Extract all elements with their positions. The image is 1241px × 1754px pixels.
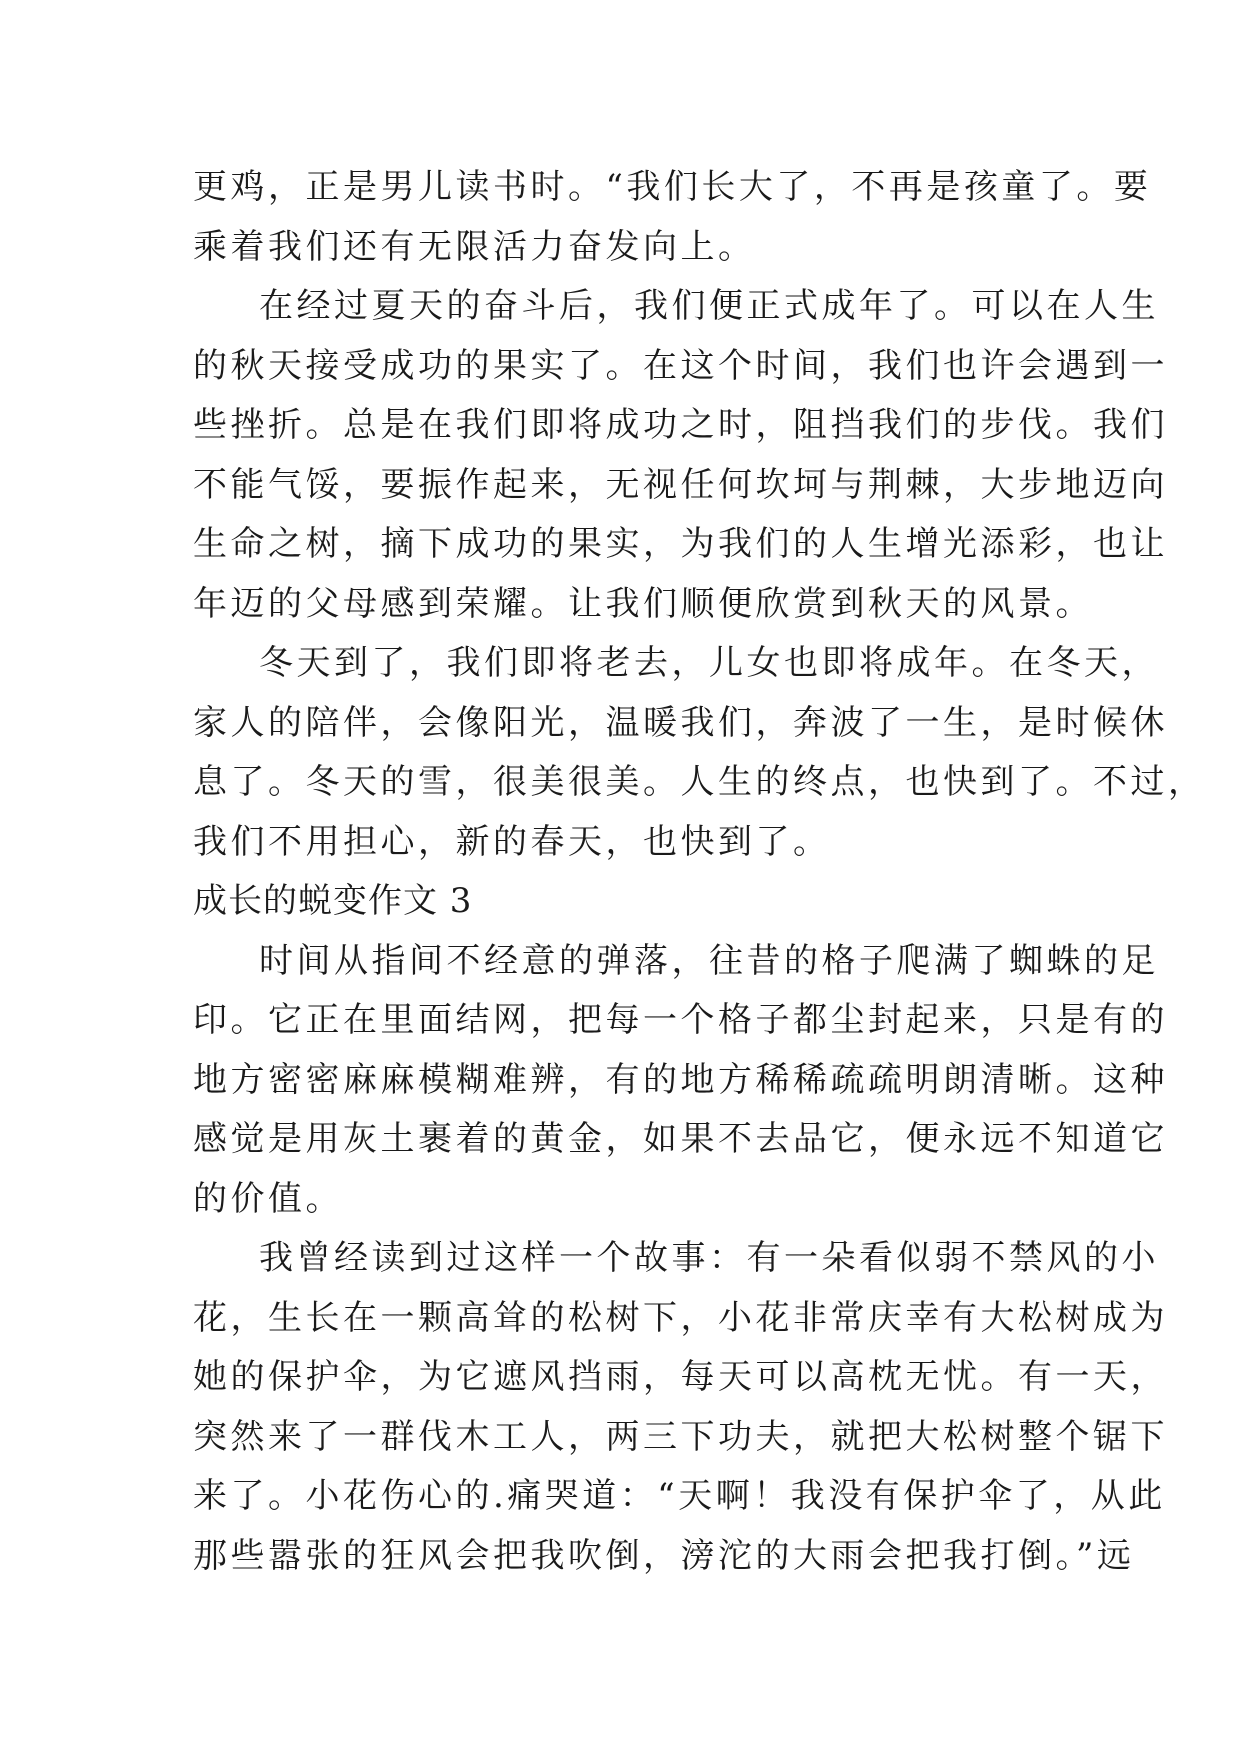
section-heading — [193, 872, 1053, 932]
text-line: 她的保护伞，为它遮风挡雨，每天可以高枕无忧。有一天， — [193, 1357, 1168, 1397]
text-line: 我们不用担心，新的春天，也快到了。 — [193, 821, 831, 862]
text-line: 冬天到了，我们即将老去，儿女也即将成年。在冬天， — [259, 643, 1159, 683]
text-line: 在经过夏天的奋斗后，我们便正式成年了。可以在人生 — [259, 286, 1159, 326]
text-line: 花，生长在一颗高耸的松树下，小花非常庆幸有大松树成为 — [193, 1297, 1168, 1338]
text-line: 息了。冬天的雪，很美很美。人生的终点，也快到了。不过， — [193, 762, 1206, 802]
heading-line: 成长的蜕变作文 3 — [193, 881, 473, 921]
text-line: 些挫折。总是在我们即将成功之时，阻挡我们的步伐。我们 — [193, 405, 1168, 445]
text-line: 突然来了一群伐木工人，两三下功夫，就把大松树整个锯下 — [193, 1416, 1168, 1457]
text-line: 的秋天接受成功的果实了。在这个时间，我们也许会遇到一 — [193, 345, 1168, 386]
text-line: 我曾经读到过这样一个故事：有一朵看似弱不禁风的小 — [259, 1238, 1159, 1278]
text-line: 不能气馁，要振作起来，无视任何坎坷与荆棘，大步地迈向 — [193, 464, 1168, 505]
text-line: 那些嚣张的狂风会把我吹倒，滂沱的大雨会把我打倒。”远 — [193, 1535, 1135, 1576]
paragraph — [193, 634, 1206, 872]
text-line: 时间从指间不经意的弹落，往昔的格子爬满了蜘蛛的足 — [259, 940, 1159, 981]
text-line: 的价值。 — [193, 1178, 343, 1219]
text-line: 来了。小花伤心的.痛哭道：“天啊！我没有保护伞了，从此 — [193, 1476, 1166, 1516]
text-line: 更鸡，正是男儿读书时。“我们长大了，不再是孩童了。要 — [193, 167, 1152, 207]
paragraph — [193, 1229, 1168, 1586]
text-line: 感觉是用灰土裹着的黄金，如果不去品它，便永远不知道它 — [193, 1119, 1168, 1159]
paragraph — [193, 158, 1152, 277]
text-line: 家人的陪伴，会像阳光，温暖我们，奔波了一生，是时候休 — [193, 702, 1168, 743]
document-body — [193, 158, 1206, 1586]
paragraph — [193, 932, 1168, 1230]
text-line: 乘着我们还有无限活力奋发向上。 — [193, 226, 756, 267]
text-line: 地方密密麻麻模糊难辨，有的地方稀稀疏疏明朗清晰。这种 — [193, 1059, 1168, 1100]
text-line: 印。它正在里面结网，把每一个格子都尘封起来，只是有的 — [193, 1000, 1168, 1040]
paragraph — [193, 277, 1168, 634]
text-line: 年迈的父母感到荣耀。让我们顺便欣赏到秋天的风景。 — [193, 583, 1093, 624]
text-line: 生命之树，摘下成功的果实，为我们的人生增光添彩，也让 — [193, 524, 1168, 564]
